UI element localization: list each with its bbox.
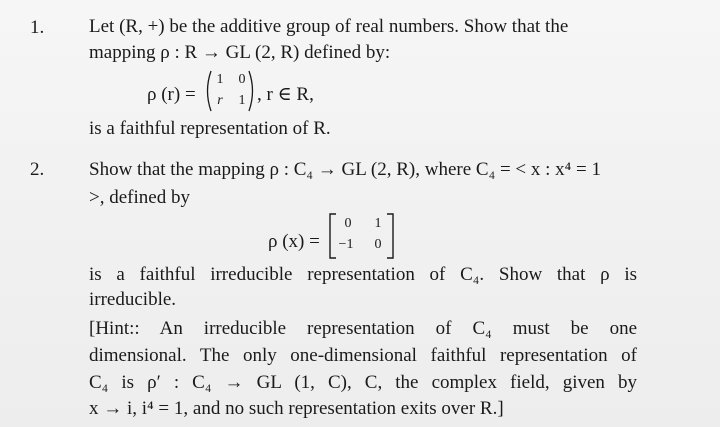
problem-2-line-3: is a faithful irreducible representation of C₄. Show that ρ is — [89, 264, 637, 285]
problem-2-line-1: Show that the mapping ρ : C₄ → GL (2, R), where C₄ = < x : x⁴ = 1 — [89, 159, 601, 180]
problem-1-formula-lhs: ρ (r) = — [147, 84, 196, 105]
hint-line-2: dimensional. The only one-dimensional faithful representation of — [89, 345, 637, 366]
problem-1-number: 1. — [30, 17, 45, 38]
problem-2-matrix — [334, 214, 394, 258]
hint-line-4: x → i, i⁴ = 1, and no such representation exits over R.] — [89, 398, 504, 419]
hint-line-1: [Hint:: An irreducible representation of C₄ must be one — [89, 318, 637, 339]
problem-1-line-2: mapping ρ : R → GL (2, R) defined by: — [89, 42, 391, 63]
matrix-cell: 1 — [216, 72, 224, 87]
matrix-cell: −1 — [338, 237, 354, 252]
hint-line-3: C₄ is ρ′ : C₄ → GL (1, C), C, the complex field, given by — [89, 372, 637, 393]
problem-2-right-bracket — [386, 213, 396, 259]
matrix-cell: 0 — [238, 72, 246, 87]
matrix-cell: r — [217, 93, 223, 108]
problem-2-line-2: >, defined by — [89, 187, 190, 208]
matrix-cell: 1 — [238, 93, 246, 108]
problem-1-formula-rhs: , r ∈ R, — [257, 84, 314, 105]
problem-1-line-3: is a faithful representation of R. — [89, 118, 331, 139]
matrix-cell: 1 — [374, 216, 382, 231]
problem-1-line-1: Let (R, +) be the additive group of real numbers. Show that the — [89, 16, 569, 37]
matrix-cell: 0 — [374, 237, 382, 252]
problem-2-formula-lhs: ρ (x) = — [268, 231, 320, 252]
matrix-cell: 0 — [344, 216, 352, 231]
problem-1-right-paren — [248, 70, 256, 112]
problem-2-number: 2. — [30, 159, 45, 180]
problem-2-line-4: irreducible. — [89, 289, 177, 310]
